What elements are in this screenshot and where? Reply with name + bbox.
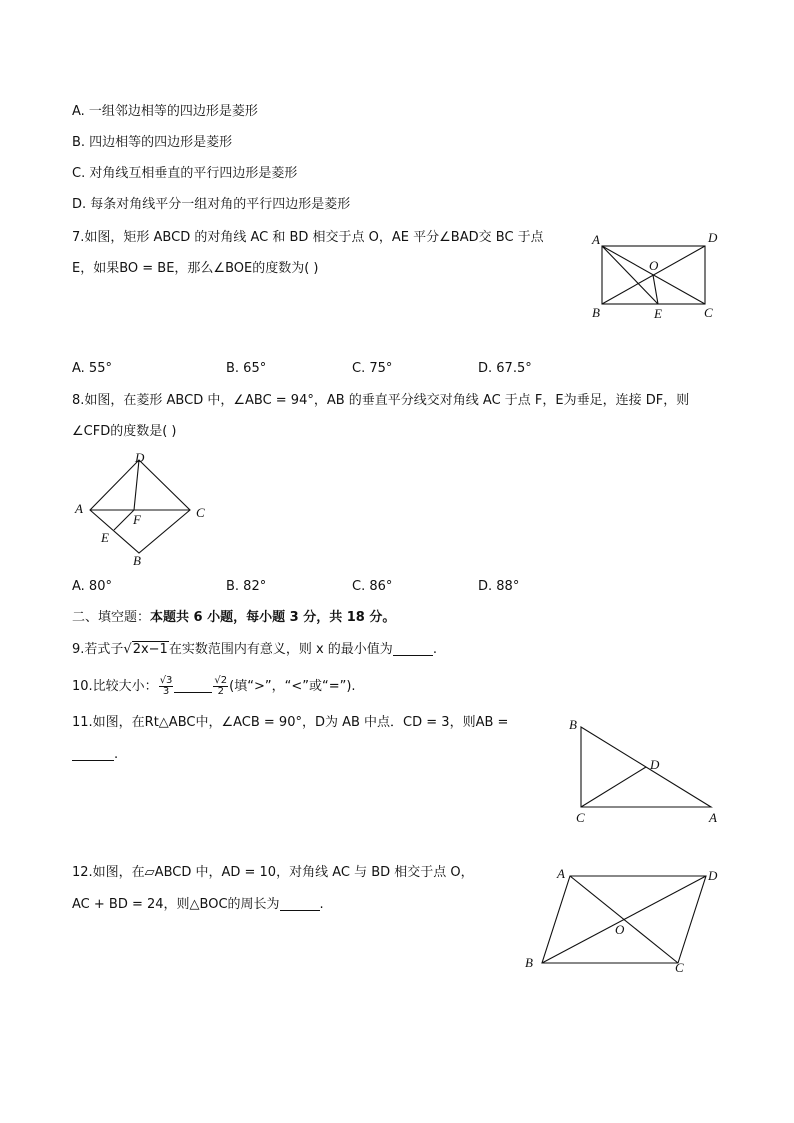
q11-stem-line1: 11.如图，在Rt△ABC中，∠ACB = 90°，D为 AB 中点．CD = 3，则AB = [72, 715, 509, 730]
q7-label-d: D [708, 230, 718, 245]
q11-label-b: B [569, 717, 577, 732]
q12-label-d: D [708, 868, 718, 883]
q12-stem-line1: 12.如图，在▱ABCD 中，AD = 10，对角线 AC 与 BD 相交于点 O， [72, 865, 474, 880]
q12-answer-blank[interactable] [280, 896, 320, 911]
q11-label-c: C [576, 810, 585, 825]
q9-prefix: 9.若式子 [72, 642, 124, 657]
q8-option-a: A. 80° [72, 579, 112, 594]
q8-label-f: F [133, 512, 141, 527]
q12-label-o: O [615, 922, 625, 937]
q12-line2-prefix: AC + BD = 24，则△BOC的周长为 [72, 897, 280, 912]
section2-heading [72, 609, 395, 627]
q10-fraction-1 [159, 676, 174, 697]
q7-segment-ae [602, 246, 658, 304]
q7-label-o: O [649, 258, 659, 273]
q7-label-a: A [592, 232, 600, 247]
q12-diagonal-bd [542, 876, 706, 963]
q11-label-d: D [650, 757, 660, 772]
q6-option-a: A. 一组邻边相等的四边形是菱形 [72, 104, 258, 119]
q8-segment-df [134, 460, 139, 510]
q6-option-b: B. 四边相等的四边形是菱形 [72, 135, 233, 150]
q8-rhombus-figure [72, 450, 212, 570]
q8-option-b: B. 82° [226, 579, 267, 594]
q10-prefix: 10.比较大小： [72, 679, 158, 694]
q7-label-e: E [654, 306, 662, 321]
q8-option-c: C. 86° [352, 579, 393, 594]
q11-segment-cd [581, 767, 646, 807]
q12-label-a: A [557, 866, 565, 881]
q10-frac1-num: √3 [159, 675, 173, 686]
q12-stem-line2 [72, 896, 324, 914]
q7-option-c: C. 75° [352, 361, 393, 376]
q9-radicand: 2x−1 [132, 642, 168, 657]
q11-label-a: A [709, 810, 717, 825]
q8-segment-ef [114, 510, 134, 530]
q7-option-a: A. 55° [72, 361, 112, 376]
q7-label-b: B [592, 305, 600, 320]
q9-suffix: 在实数范围内有意义，则 x 的最小值为 [168, 642, 393, 657]
q7-label-c: C [704, 305, 713, 320]
q11-answer-line [72, 746, 118, 764]
q10-fraction-2 [213, 676, 228, 697]
q12-end: . [319, 897, 324, 912]
q8-label-c: C [196, 505, 205, 520]
q8-option-d: D. 88° [478, 579, 520, 594]
q12-label-c: C [675, 960, 684, 975]
q9-stem [72, 641, 437, 659]
q9-end: . [432, 642, 437, 657]
q10-frac2-num: √2 [214, 675, 228, 686]
q11-answer-blank[interactable] [72, 746, 114, 761]
q8-label-a: A [75, 501, 83, 516]
q8-stem-line1: 8.如图，在菱形 ABCD 中，∠ABC = 94°，AB 的垂直平分线交对角线 AC 于点 F，E为垂足，连接 DF，则 [72, 393, 690, 408]
q8-label-d: D [135, 450, 145, 465]
q11-end: . [114, 747, 119, 762]
q10-stem [72, 676, 356, 697]
q10-frac1-den: 3 [162, 686, 170, 697]
q8-label-e: E [101, 530, 109, 545]
q7-stem-line1: 7.如图，矩形 ABCD 的对角线 AC 和 BD 相交于点 O，AE 平分∠BAD交 BC 于点 [72, 230, 544, 245]
q9-sqrt-sign: √ [123, 642, 132, 657]
q12-label-b: B [525, 955, 533, 970]
q10-frac2-den: 2 [217, 686, 224, 697]
q7-option-b: B. 65° [226, 361, 267, 376]
q7-stem-line2: E，如果BO = BE，那么∠BOE的度数为( ) [72, 261, 319, 276]
section2-title: 二、填空题： [72, 610, 151, 625]
q12-parallelogram-figure [522, 862, 722, 977]
section2-desc: 本题共 6 小题，每小题 3 分，共 18 分。 [150, 610, 396, 625]
q10-answer-blank[interactable] [174, 678, 212, 693]
q6-option-c: C. 对角线互相垂直的平行四边形是菱形 [72, 166, 298, 181]
q11-triangle-figure [566, 714, 726, 829]
q10-suffix: (填“>”，“<”或“=”). [229, 679, 356, 694]
q8-stem-line2: ∠CFD的度数是( ) [72, 424, 177, 439]
q7-option-d: D. 67.5° [478, 361, 532, 376]
q9-answer-blank[interactable] [393, 641, 433, 656]
q6-option-d: D. 每条对角线平分一组对角的平行四边形是菱形 [72, 197, 351, 212]
q7-rectangle-figure [588, 228, 728, 323]
q8-label-b: B [133, 553, 141, 568]
